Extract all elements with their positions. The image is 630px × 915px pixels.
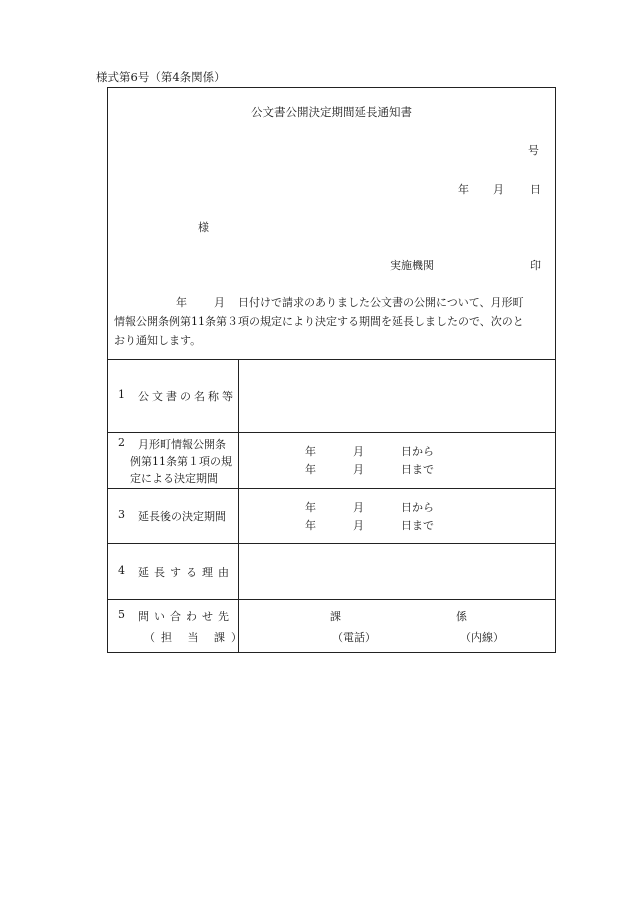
date-year: 年 [458,183,469,196]
row-label-line: 定による決定期間 [130,472,218,485]
row-divider [108,543,555,544]
row-number: 3 [118,508,125,521]
contact-phone: （電話） [332,631,376,644]
from-day: 日から [401,445,434,458]
date-day: 日 [530,183,541,196]
row-number: 4 [118,564,125,577]
to-day: 日まで [401,463,434,476]
row-number: 2 [118,436,125,449]
document-number: 号 [528,144,539,157]
from-month: 月 [353,445,364,458]
to-year: 年 [305,463,316,476]
row-label-line: 月形町情報公開条 [138,438,226,451]
row-label-line: 例第11条第１項の規 [130,455,232,468]
date-month: 月 [493,183,504,196]
to-day: 日まで [401,519,434,532]
from-year: 年 [305,445,316,458]
from-day: 日から [401,501,434,514]
document-title: 公文書公開決定期間延長通知書 [251,105,412,119]
body-year: 年 [176,296,187,309]
contact-section: 課 [330,610,341,623]
notice-text [114,293,554,350]
seal-mark: 印 [530,259,541,272]
to-month: 月 [353,463,364,476]
to-month: 月 [353,519,364,532]
agency-label: 実施機関 [390,259,434,272]
contact-unit: 係 [456,610,467,623]
body-line-1: 日付けで請求のありました公文書の公開について、月形町 [238,296,524,309]
row-label: 公文書の名称等 [138,390,236,403]
body-line-3: おり通知します。 [114,334,202,347]
contact-extension: （内線） [460,631,504,644]
body-month: 月 [214,296,225,309]
body-line-2: 情報公開条例第11条第３項の規定により決定する期間を延長しましたので、次のと [114,315,524,328]
row-number: 5 [118,608,125,621]
from-month: 月 [353,501,364,514]
row-sublabel: （担 当 課） [144,631,248,644]
to-year: 年 [305,519,316,532]
row-label: 延長後の決定期間 [138,510,226,523]
row-divider [108,599,555,600]
from-year: 年 [305,501,316,514]
row-label: 問い合わせ先 [138,610,234,623]
column-divider [238,359,239,653]
table-top-border [108,359,555,360]
row-divider [108,488,555,489]
row-label: 延長する理由 [138,566,234,579]
row-number: 1 [118,388,125,401]
row-divider [108,432,555,433]
form-id: 様式第6号（第4条関係） [96,70,226,84]
addressee-suffix: 様 [198,221,209,234]
notice-form [107,87,556,653]
